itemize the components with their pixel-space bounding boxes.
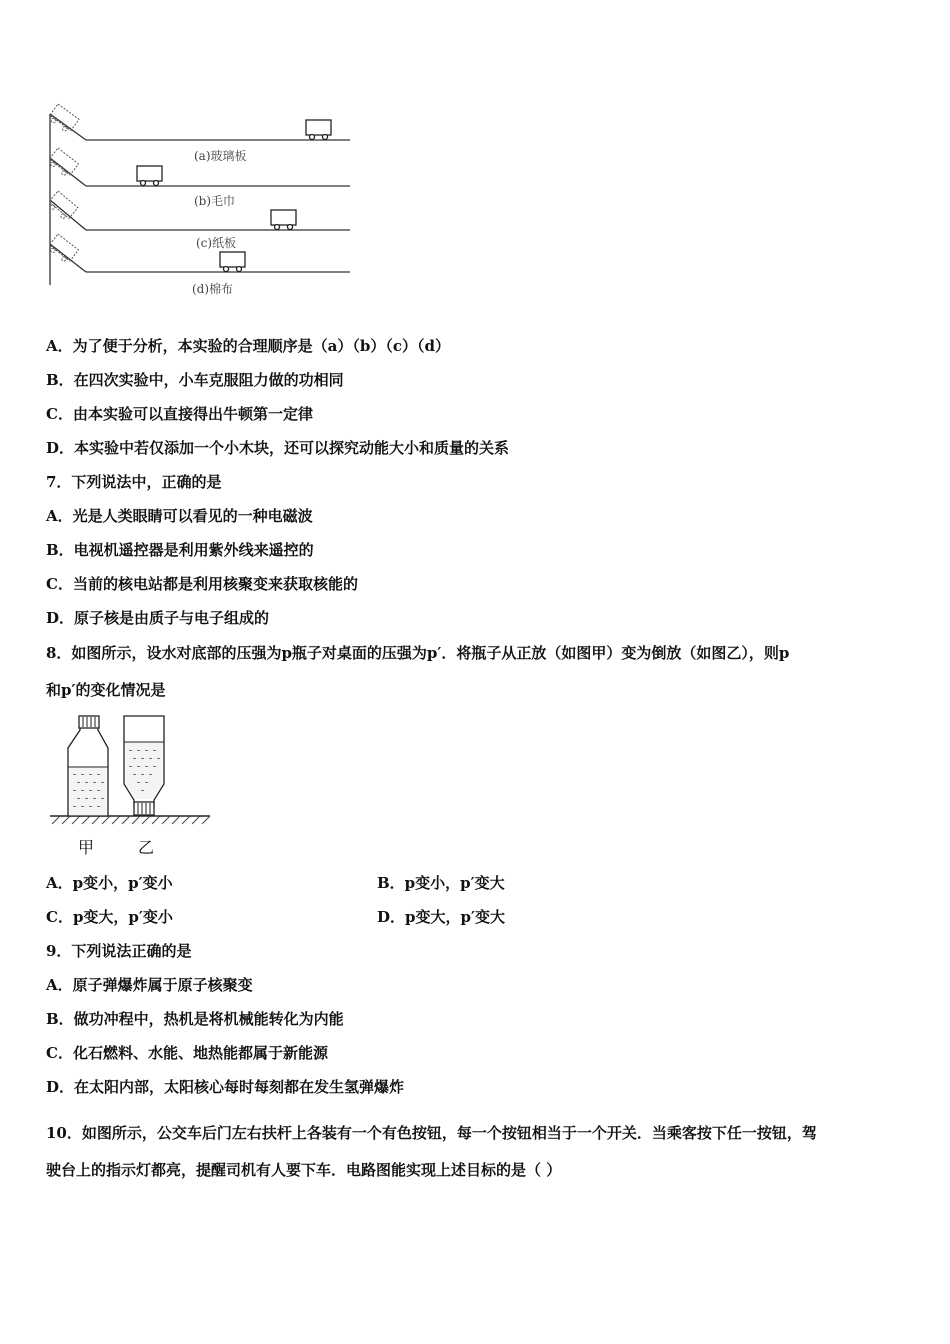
q10-stem-line2: 驶台上的指示灯都亮，提醒司机有人要下车．电路图能实现上述目标的是（ ） [46, 1161, 562, 1179]
q6-option-d[interactable]: D．本实验中若仅添加一个小木块，还可以探究动能大小和质量的关系 [46, 439, 510, 457]
ramp-label-c: (c)纸板 [196, 236, 237, 250]
q7-option-c[interactable]: C．当前的核电站都是利用核聚变来获取核能的 [46, 575, 358, 593]
ramp-label-d: (d)棉布 [192, 282, 234, 296]
q10-stem-line1: 10．如图所示，公交车后门左右扶杆上各装有一个有色按钮，每一个按钮相当于一个开关．当乘客按下任一按钮，驾 [46, 1124, 817, 1142]
ramp-label-a: (a)玻璃板 [194, 149, 247, 163]
q7-option-d[interactable]: D．原子核是由质子与电子组成的 [46, 609, 270, 627]
ramp-label-b: (b)毛巾 [194, 194, 236, 208]
figure-label-jia: 甲 [78, 838, 95, 857]
q9-option-a[interactable]: A．原子弹爆炸属于原子核聚变 [46, 976, 253, 994]
q9-option-d[interactable]: D．在太阳内部，太阳核心每时每刻都在发生氢弹爆炸 [46, 1078, 405, 1096]
q6-option-b[interactable]: B．在四次实验中，小车克服阻力做的功相同 [46, 371, 344, 389]
q7-option-a[interactable]: A．光是人类眼睛可以看见的一种电磁波 [46, 507, 313, 525]
bottles-figure [50, 712, 220, 832]
q6-option-c[interactable]: C．由本实验可以直接得出牛顿第一定律 [46, 405, 313, 423]
q8-option-c[interactable]: C．p变大，p′变小 [46, 908, 173, 926]
q8-option-d[interactable]: D．p变大，p′变大 [377, 908, 505, 926]
q7-stem: 7．下列说法中，正确的是 [46, 473, 222, 491]
q9-option-b[interactable]: B．做功冲程中，热机是将机械能转化为内能 [46, 1010, 344, 1028]
q6-option-a[interactable]: A．为了便于分析，本实验的合理顺序是（a）（b）（c）（d） [46, 337, 450, 355]
q8-stem-line2: 和p′的变化情况是 [46, 681, 166, 699]
q8-stem-line1: 8．如图所示，设水对底部的压强为p瓶子对桌面的压强为p′．将瓶子从正放（如图甲）变为倒放（如图乙），则p [46, 644, 790, 662]
figure-label-yi: 乙 [138, 838, 155, 857]
q7-option-b[interactable]: B．电视机遥控器是利用紫外线来遥控的 [46, 541, 314, 559]
q9-stem: 9．下列说法正确的是 [46, 942, 192, 960]
q8-option-b[interactable]: B．p变小，p′变大 [377, 874, 505, 892]
q8-option-a[interactable]: A．p变小，p′变小 [46, 874, 173, 892]
q9-option-c[interactable]: C．化石燃料、水能、地热能都属于新能源 [46, 1044, 328, 1062]
